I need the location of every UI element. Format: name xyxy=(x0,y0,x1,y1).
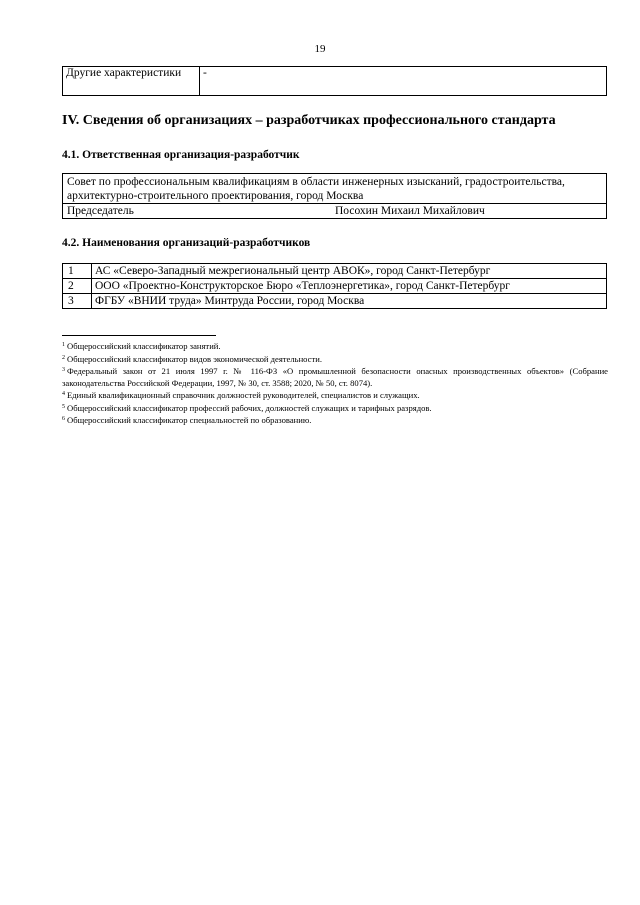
other-characteristics-label: Другие характеристики xyxy=(63,67,200,96)
other-characteristics-value: - xyxy=(200,67,607,96)
developer-orgs-table xyxy=(62,263,607,309)
table-row xyxy=(63,67,607,96)
footnote-text: Единый квалификационный справочник должностей руководителей, специалистов и служащих. xyxy=(67,390,420,400)
footnote-text: Федеральный закон от 21 июля 1997 г. № 116-ФЗ «О промышленной безопасности опасных производственных объектов» (Собрание законодательства Российской Федерации, 1997, № 30, ст. 3588; 2020, № 50, ст. 8074). xyxy=(62,366,608,388)
other-characteristics-table xyxy=(62,66,607,96)
row-number: 2 xyxy=(63,279,92,294)
footnote-mark: 5 xyxy=(62,403,65,410)
footnote xyxy=(62,389,608,402)
table-row xyxy=(63,264,607,279)
developer-orgs-heading: 4.2. Наименования организаций-разработчиков xyxy=(62,237,311,249)
responsible-org-box xyxy=(62,173,607,219)
footnote-text: Общероссийский классификатор видов экономической деятельности. xyxy=(67,353,322,364)
footnote-separator xyxy=(62,335,216,336)
footnote-text: Общероссийский классификатор занятий. xyxy=(67,341,221,351)
responsible-signatory-row xyxy=(63,204,606,218)
footnote xyxy=(62,353,608,366)
footnote xyxy=(62,402,608,415)
footnotes xyxy=(62,340,608,427)
footnote-mark: 4 xyxy=(62,391,65,397)
row-number: 1 xyxy=(63,264,92,279)
page-number: 19 xyxy=(314,43,326,55)
footnote-text: Общероссийский классификатор профессий рабочих, должностей служащих и тарифных разрядов. xyxy=(67,402,432,413)
responsible-org-name: Совет по профессиональным квалификациям в области инженерных изысканий, градостроительства, архитектурно-строительного проектирования, город Москва xyxy=(63,174,606,204)
developer-org-name: АС «Северо-Западный межрегиональный центр АВОК», город Санкт-Петербург xyxy=(92,264,607,279)
table-row xyxy=(63,279,607,294)
footnote xyxy=(62,414,608,427)
section-title: IV. Сведения об организациях – разработчиках профессионального стандарта xyxy=(62,113,556,128)
footnote-mark: 2 xyxy=(62,354,65,361)
footnote-mark: 6 xyxy=(62,416,65,422)
developer-org-name: ООО «Проектно-Конструкторское Бюро «Теплоэнергетика», город Санкт-Петербург xyxy=(92,279,607,294)
responsible-role: Председатель xyxy=(67,205,134,217)
row-number: 3 xyxy=(63,294,92,309)
developer-org-name: ФГБУ «ВНИИ труда» Минтруда России, город Москва xyxy=(92,294,607,309)
footnote-mark: 3 xyxy=(62,367,65,373)
responsible-org-heading: 4.1. Ответственная организация-разработчик xyxy=(62,149,300,161)
footnote-text: Общероссийский классификатор специальностей по образованию. xyxy=(67,415,312,425)
table-row xyxy=(63,294,607,309)
footnote xyxy=(62,340,608,353)
footnote xyxy=(62,365,608,389)
footnote-mark: 1 xyxy=(62,342,65,348)
responsible-person-name: Посохин Михаил Михайлович xyxy=(335,205,485,217)
